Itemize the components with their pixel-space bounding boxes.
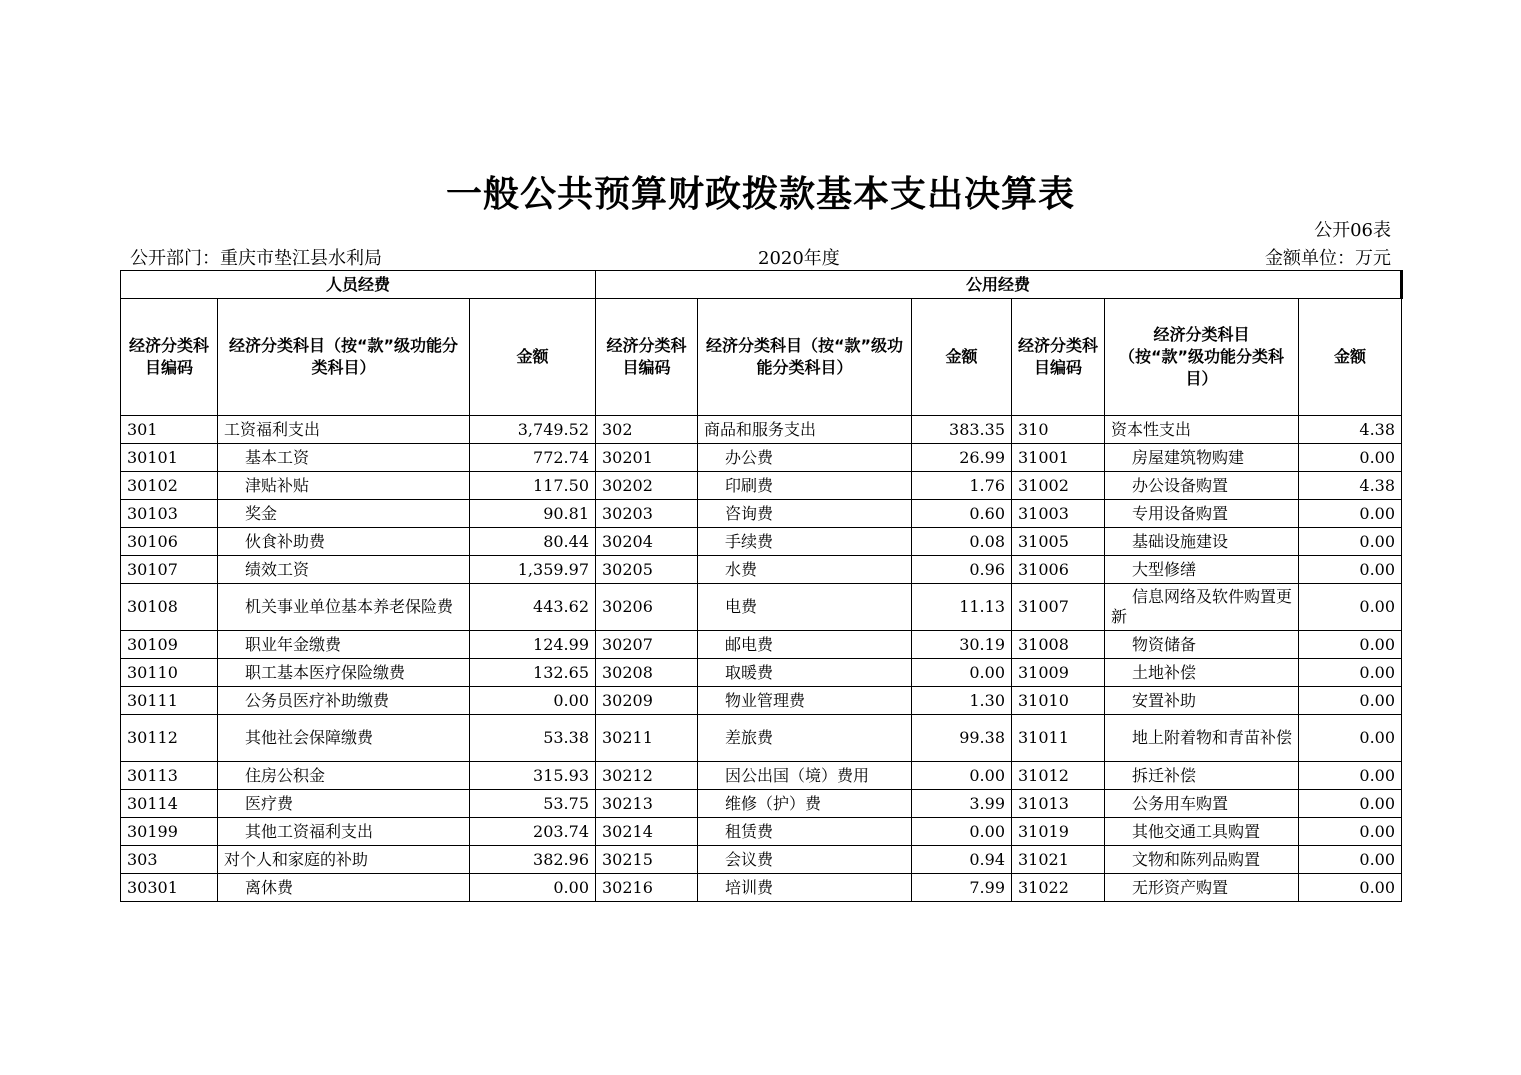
cell-amount: 383.35 [912, 416, 1012, 444]
cell-amount: 80.44 [470, 528, 596, 556]
header-name: 经济分类科目（按“款”级功能分类科目） [1105, 299, 1299, 416]
cell-code: 31003 [1012, 500, 1105, 528]
cell-name: 专用设备购置 [1105, 500, 1299, 528]
cell-name: 信息网络及软件购置更新 [1105, 584, 1299, 631]
cell-name: 公务用车购置 [1105, 790, 1299, 818]
cell-name: 手续费 [698, 528, 912, 556]
cell-amount: 443.62 [470, 584, 596, 631]
cell-amount: 0.08 [912, 528, 1012, 556]
cell-code: 30205 [596, 556, 698, 584]
cell-code: 30216 [596, 874, 698, 902]
cell-amount: 4.38 [1299, 416, 1402, 444]
cell-amount: 0.00 [1299, 631, 1402, 659]
page-title: 一般公共预算财政拨款基本支出决算表 [445, 173, 1075, 215]
cell-amount: 11.13 [912, 584, 1012, 631]
cell-code: 31005 [1012, 528, 1105, 556]
cell-name: 咨询费 [698, 500, 912, 528]
column-header-row [121, 299, 1402, 416]
cell-name: 差旅费 [698, 715, 912, 762]
cell-name: 津贴补贴 [218, 472, 470, 500]
cell-amount: 3.99 [912, 790, 1012, 818]
cell-amount: 117.50 [470, 472, 596, 500]
cell-code: 30111 [121, 687, 218, 715]
cell-amount: 1,359.97 [470, 556, 596, 584]
cell-amount: 315.93 [470, 762, 596, 790]
cell-name: 基础设施建设 [1105, 528, 1299, 556]
header-amount: 金额 [1299, 299, 1402, 416]
cell-name: 绩效工资 [218, 556, 470, 584]
cell-amount: 0.00 [1299, 528, 1402, 556]
cell-name: 取暖费 [698, 659, 912, 687]
cell-amount: 0.00 [1299, 556, 1402, 584]
cell-code: 31021 [1012, 846, 1105, 874]
cell-code: 31013 [1012, 790, 1105, 818]
cell-amount: 99.38 [912, 715, 1012, 762]
cell-name: 维修（护）费 [698, 790, 912, 818]
cell-code: 30301 [121, 874, 218, 902]
cell-amount: 7.99 [912, 874, 1012, 902]
table-row [121, 846, 1402, 874]
cell-name: 水费 [698, 556, 912, 584]
cell-name: 工资福利支出 [218, 416, 470, 444]
table-row [121, 416, 1402, 444]
cell-name: 印刷费 [698, 472, 912, 500]
cell-name: 培训费 [698, 874, 912, 902]
table-body [121, 416, 1402, 902]
header-code: 经济分类科目编码 [121, 299, 218, 416]
cell-amount: 0.94 [912, 846, 1012, 874]
table-row [121, 556, 1402, 584]
header-amount: 金额 [470, 299, 596, 416]
cell-amount: 0.00 [1299, 715, 1402, 762]
cell-code: 31006 [1012, 556, 1105, 584]
cell-name: 商品和服务支出 [698, 416, 912, 444]
cell-code: 30101 [121, 444, 218, 472]
cell-name: 房屋建筑物购建 [1105, 444, 1299, 472]
cell-name: 其他社会保障缴费 [218, 715, 470, 762]
table-row [121, 874, 1402, 902]
department-label: 公开部门：重庆市垫江县水利局 [130, 248, 382, 269]
cell-name: 安置补助 [1105, 687, 1299, 715]
table-row [121, 444, 1402, 472]
header-name: 经济分类科目（按“款”级功能分类科目） [218, 299, 470, 416]
cell-name: 其他工资福利支出 [218, 818, 470, 846]
cell-name: 文物和陈列品购置 [1105, 846, 1299, 874]
cell-name: 离休费 [218, 874, 470, 902]
cell-code: 301 [121, 416, 218, 444]
cell-amount: 1.30 [912, 687, 1012, 715]
group-public: 公用经费 [596, 271, 1402, 299]
cell-code: 30204 [596, 528, 698, 556]
cell-code: 30213 [596, 790, 698, 818]
cell-code: 31007 [1012, 584, 1105, 631]
cell-amount: 0.00 [1299, 790, 1402, 818]
cell-amount: 4.38 [1299, 472, 1402, 500]
cell-code: 30212 [596, 762, 698, 790]
cell-amount: 0.00 [1299, 500, 1402, 528]
cell-name: 医疗费 [218, 790, 470, 818]
group-personnel: 人员经费 [121, 271, 596, 299]
cell-code: 30209 [596, 687, 698, 715]
cell-name: 基本工资 [218, 444, 470, 472]
cell-name: 会议费 [698, 846, 912, 874]
cell-code: 30114 [121, 790, 218, 818]
header-code: 经济分类科目编码 [596, 299, 698, 416]
cell-amount: 90.81 [470, 500, 596, 528]
cell-amount: 0.00 [1299, 687, 1402, 715]
cell-code: 31019 [1012, 818, 1105, 846]
cell-code: 30112 [121, 715, 218, 762]
cell-code: 31010 [1012, 687, 1105, 715]
cell-amount: 124.99 [470, 631, 596, 659]
cell-code: 31001 [1012, 444, 1105, 472]
cell-code: 30203 [596, 500, 698, 528]
budget-table [120, 270, 1403, 902]
cell-code: 31022 [1012, 874, 1105, 902]
table-row [121, 659, 1402, 687]
cell-name: 住房公积金 [218, 762, 470, 790]
cell-code: 30199 [121, 818, 218, 846]
table-row [121, 500, 1402, 528]
cell-amount: 382.96 [470, 846, 596, 874]
cell-code: 30207 [596, 631, 698, 659]
cell-amount: 30.19 [912, 631, 1012, 659]
cell-name: 伙食补助费 [218, 528, 470, 556]
cell-name: 机关事业单位基本养老保险费 [218, 584, 470, 631]
table-row [121, 790, 1402, 818]
table-row [121, 762, 1402, 790]
cell-amount: 0.00 [912, 762, 1012, 790]
cell-amount: 772.74 [470, 444, 596, 472]
cell-amount: 53.75 [470, 790, 596, 818]
cell-name: 职工基本医疗保险缴费 [218, 659, 470, 687]
cell-amount: 0.60 [912, 500, 1012, 528]
cell-amount: 26.99 [912, 444, 1012, 472]
cell-code: 30106 [121, 528, 218, 556]
cell-code: 30202 [596, 472, 698, 500]
cell-code: 30102 [121, 472, 218, 500]
cell-name: 电费 [698, 584, 912, 631]
header-amount: 金额 [912, 299, 1012, 416]
cell-code: 30109 [121, 631, 218, 659]
table-row [121, 631, 1402, 659]
cell-amount: 132.65 [470, 659, 596, 687]
cell-name: 其他交通工具购置 [1105, 818, 1299, 846]
cell-name: 无形资产购置 [1105, 874, 1299, 902]
cell-code: 30211 [596, 715, 698, 762]
table-row [121, 818, 1402, 846]
cell-code: 30110 [121, 659, 218, 687]
cell-code: 30103 [121, 500, 218, 528]
cell-amount: 53.38 [470, 715, 596, 762]
cell-code: 31011 [1012, 715, 1105, 762]
cell-amount: 0.00 [1299, 762, 1402, 790]
cell-code: 30108 [121, 584, 218, 631]
cell-code: 31012 [1012, 762, 1105, 790]
header-name: 经济分类科目（按“款”级功能分类科目） [698, 299, 912, 416]
cell-amount: 0.00 [1299, 874, 1402, 902]
cell-name: 对个人和家庭的补助 [218, 846, 470, 874]
cell-amount: 0.00 [470, 874, 596, 902]
cell-code: 30113 [121, 762, 218, 790]
cell-amount: 0.00 [1299, 659, 1402, 687]
cell-name: 因公出国（境）费用 [698, 762, 912, 790]
cell-name: 租赁费 [698, 818, 912, 846]
cell-name: 土地补偿 [1105, 659, 1299, 687]
header-code: 经济分类科目编码 [1012, 299, 1105, 416]
table-row [121, 687, 1402, 715]
cell-code: 303 [121, 846, 218, 874]
cell-name: 地上附着物和青苗补偿 [1105, 715, 1299, 762]
cell-amount: 0.00 [1299, 584, 1402, 631]
cell-name: 职业年金缴费 [218, 631, 470, 659]
cell-amount: 0.00 [1299, 444, 1402, 472]
table-number: 公开06表 [1314, 220, 1391, 241]
cell-code: 30208 [596, 659, 698, 687]
cell-code: 302 [596, 416, 698, 444]
fiscal-year: 2020年度 [758, 248, 840, 269]
table-row [121, 584, 1402, 631]
table-row [121, 528, 1402, 556]
amount-unit: 金额单位：万元 [1265, 248, 1391, 269]
cell-amount: 0.00 [1299, 818, 1402, 846]
cell-name: 奖金 [218, 500, 470, 528]
cell-code: 30206 [596, 584, 698, 631]
cell-name: 大型修缮 [1105, 556, 1299, 584]
group-header-row [121, 271, 1402, 299]
cell-code: 31008 [1012, 631, 1105, 659]
cell-code: 30215 [596, 846, 698, 874]
cell-code: 310 [1012, 416, 1105, 444]
cell-code: 30214 [596, 818, 698, 846]
cell-amount: 3,749.52 [470, 416, 596, 444]
cell-code: 30201 [596, 444, 698, 472]
cell-amount: 0.00 [912, 818, 1012, 846]
cell-name: 办公费 [698, 444, 912, 472]
cell-name: 公务员医疗补助缴费 [218, 687, 470, 715]
cell-name: 办公设备购置 [1105, 472, 1299, 500]
cell-code: 31002 [1012, 472, 1105, 500]
cell-name: 物资储备 [1105, 631, 1299, 659]
cell-amount: 0.00 [912, 659, 1012, 687]
cell-amount: 203.74 [470, 818, 596, 846]
cell-amount: 0.96 [912, 556, 1012, 584]
table-row [121, 472, 1402, 500]
cell-name: 拆迁补偿 [1105, 762, 1299, 790]
cell-amount: 1.76 [912, 472, 1012, 500]
cell-amount: 0.00 [1299, 846, 1402, 874]
cell-name: 邮电费 [698, 631, 912, 659]
report-meta [130, 244, 1391, 270]
cell-name: 物业管理费 [698, 687, 912, 715]
cell-name: 资本性支出 [1105, 416, 1299, 444]
table-row [121, 715, 1402, 762]
cell-amount: 0.00 [470, 687, 596, 715]
cell-code: 30107 [121, 556, 218, 584]
cell-code: 31009 [1012, 659, 1105, 687]
